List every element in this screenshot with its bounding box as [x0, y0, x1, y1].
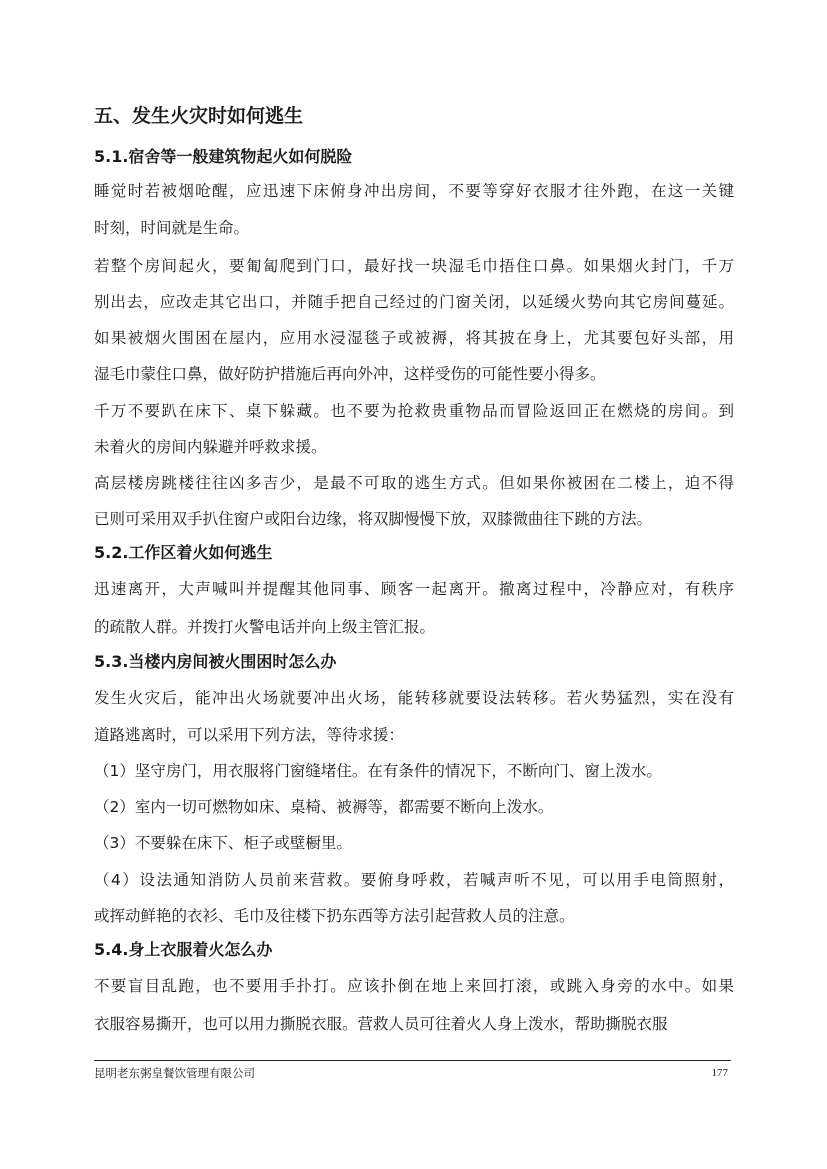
section-heading: 五、发生火灾时如何逃生 — [94, 105, 304, 127]
page-number: 177 — [711, 1067, 728, 1079]
paragraph-line: 不要盲目乱跑，也不要用手扑打。应该扑倒在地上来回打滚，或跳入身旁的水中。如果 — [94, 977, 734, 995]
list-item: （1）坚守房门，用衣服将门窗缝堵住。在有条件的情况下，不断向门、窗上泼水。 — [94, 762, 662, 780]
list-item: （3）不要躲在床下、柜子或壁橱里。 — [94, 834, 352, 852]
footer-company-name: 昆明老东粥皇餐饮管理有限公司 — [94, 1066, 255, 1080]
paragraph-line: 未着火的房间内躲避并呼救求援。 — [94, 438, 327, 456]
paragraph-line: 如果被烟火围困在屋内，应用水浸湿毯子或被褥，将其披在身上，尤其要包好头部，用 — [94, 329, 734, 347]
subsection-title-5-4: 5.4.身上衣服着火怎么办 — [94, 940, 273, 959]
subsection-title-5-3: 5.3.当楼内房间被火围困时怎么办 — [94, 652, 337, 671]
paragraph-line: 衣服容易撕开，也可以用力撕脱衣服。营救人员可往着火人身上泼水，帮助撕脱衣服 — [94, 1015, 668, 1033]
paragraph-line: 千万不要趴在床下、桌下躲藏。也不要为抢救贵重物品而冒险返回正在燃烧的房间。到 — [94, 402, 734, 420]
list-item: （4）设法通知消防人员前来营救。要俯身呼救，若喊声听不见，可以用手电筒照射， — [94, 871, 734, 889]
paragraph-line: 发生火灾后，能冲出火场就要冲出火场，能转移就要设法转移。若火势猛烈，实在没有 — [94, 689, 734, 707]
list-item-continuation: 或挥动鲜艳的衣衫、毛巾及往楼下扔东西等方法引起营救人员的注意。 — [94, 907, 575, 925]
list-item: （2）室内一切可燃物如床、桌椅、被褥等，都需要不断向上泼水。 — [94, 798, 554, 816]
paragraph-line: 睡觉时若被烟呛醒，应迅速下床俯身冲出房间，不要等穿好衣服才往外跑，在这一关键 — [94, 182, 734, 200]
paragraph-line: 已则可采用双手扒住窗户或阳台边缘，将双脚慢慢下放，双膝微曲往下跳的方法。 — [94, 510, 653, 528]
subsection-title-5-2: 5.2.工作区着火如何逃生 — [94, 543, 273, 562]
footer-divider — [94, 1060, 731, 1061]
paragraph-line: 湿毛巾蒙住口鼻，做好防护措施后再向外冲，这样受伤的可能性要小得多。 — [94, 365, 606, 383]
paragraph-line: 的疏散人群。并拨打火警电话并向上级主管汇报。 — [94, 618, 436, 636]
paragraph-line: 迅速离开，大声喊叫并提醒其他同事、顾客一起离开。撤离过程中，冷静应对，有秩序 — [94, 580, 734, 598]
paragraph-line: 道路逃离时，可以采用下列方法，等待求援： — [94, 726, 405, 744]
paragraph-line: 高层楼房跳楼往往凶多吉少，是最不可取的逃生方式。但如果你被困在二楼上，迫不得 — [94, 474, 734, 492]
subsection-title-5-1: 5.1.宿舍等一般建筑物起火如何脱险 — [94, 147, 353, 166]
paragraph-line: 时刻，时间就是生命。 — [94, 219, 250, 237]
paragraph-line: 别出去，应改走其它出口，并随手把自己经过的门窗关闭，以延缓火势向其它房间蔓延。 — [94, 293, 734, 311]
paragraph-line: 若整个房间起火，要匍匐爬到门口，最好找一块湿毛巾捂住口鼻。如果烟火封门，千万 — [94, 257, 734, 275]
